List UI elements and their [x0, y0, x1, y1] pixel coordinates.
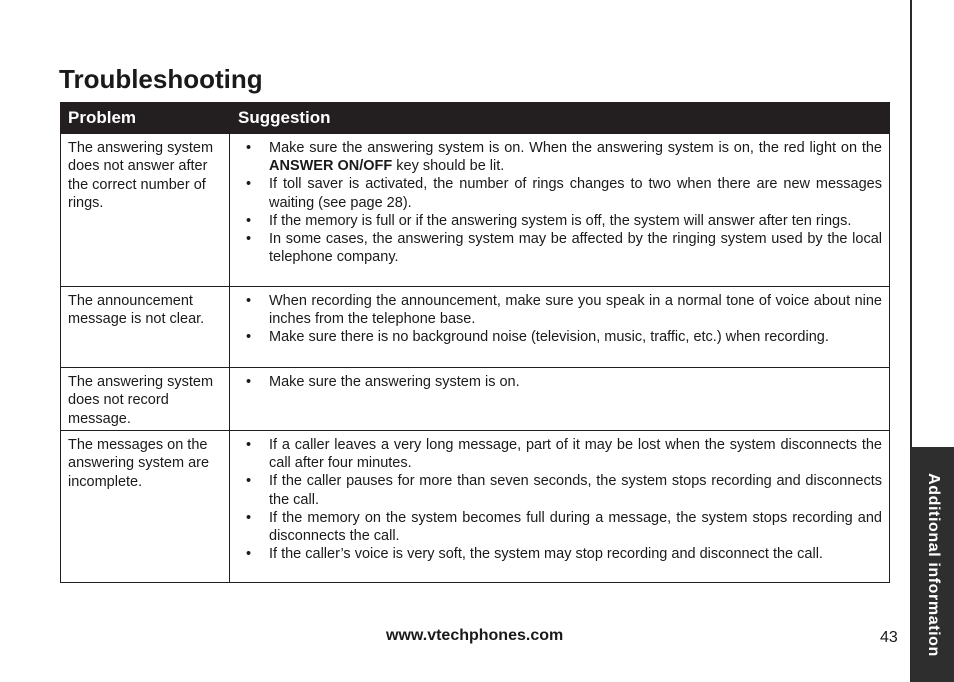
table-row — [60, 368, 890, 431]
suggestion-cell — [230, 287, 889, 367]
problem-cell: The answering system does not record message. — [61, 368, 230, 430]
header-suggestion: Suggestion — [238, 108, 331, 127]
suggestion-cell — [230, 368, 889, 430]
table-row — [60, 133, 890, 287]
suggestion-item: • Make sure there is no background noise (television, music, traffic, etc.) when recording. — [238, 328, 882, 346]
troubleshooting-table — [60, 102, 890, 583]
page-title: Troubleshooting — [59, 64, 263, 94]
table-row — [60, 287, 890, 368]
header-problem: Problem — [68, 108, 137, 127]
suggestion-item: • When recording the announcement, make sure you speak in a normal tone of voice about nine inches from the telephone base. — [238, 292, 882, 328]
suggestion-item: • If the caller’s voice is very soft, the system may stop recording and disconnect the call. — [238, 545, 882, 563]
problem-cell: The answering system does not answer after the correct number of rings. — [61, 134, 230, 286]
suggestion-item: • If the caller pauses for more than seven seconds, the system stops recording and disconnects the call. — [238, 472, 882, 508]
suggestion-item: • In some cases, the answering system may be affected by the ringing system used by the local telephone company. — [238, 230, 882, 266]
problem-cell: The messages on the answering system are incomplete. — [61, 431, 230, 582]
table-header — [60, 102, 890, 133]
suggestion-item: • If a caller leaves a very long message, part of it may be lost when the system disconnects the call after four minutes. — [238, 436, 882, 472]
suggestion-item: • If the memory is full or if the answering system is off, the system will answer after ten rings. — [238, 212, 882, 230]
problem-cell: The announcement message is not clear. — [61, 287, 230, 367]
suggestion-item: • If the memory on the system becomes full during a message, the system stops recording and disconnects the call. — [238, 509, 882, 545]
section-side-tab — [911, 447, 954, 682]
suggestion-item: • Make sure the answering system is on. — [238, 373, 882, 391]
side-tab-label: Additional information — [924, 472, 942, 657]
suggestion-cell — [230, 134, 889, 286]
suggestion-item: • Make sure the answering system is on. When the answering system is on, the red light on the ANSWER ON/OFF key should be lit. — [238, 139, 882, 175]
key-name: ANSWER ON/OFF — [269, 158, 393, 175]
suggestion-cell — [230, 431, 889, 582]
suggestion-item: • If toll saver is activated, the number of rings changes to two when there are new messages waiting (see page 28). — [238, 175, 882, 211]
page-number: 43 — [880, 629, 898, 646]
table-row — [60, 431, 890, 583]
footer-url: www.vtechphones.com — [386, 627, 564, 644]
